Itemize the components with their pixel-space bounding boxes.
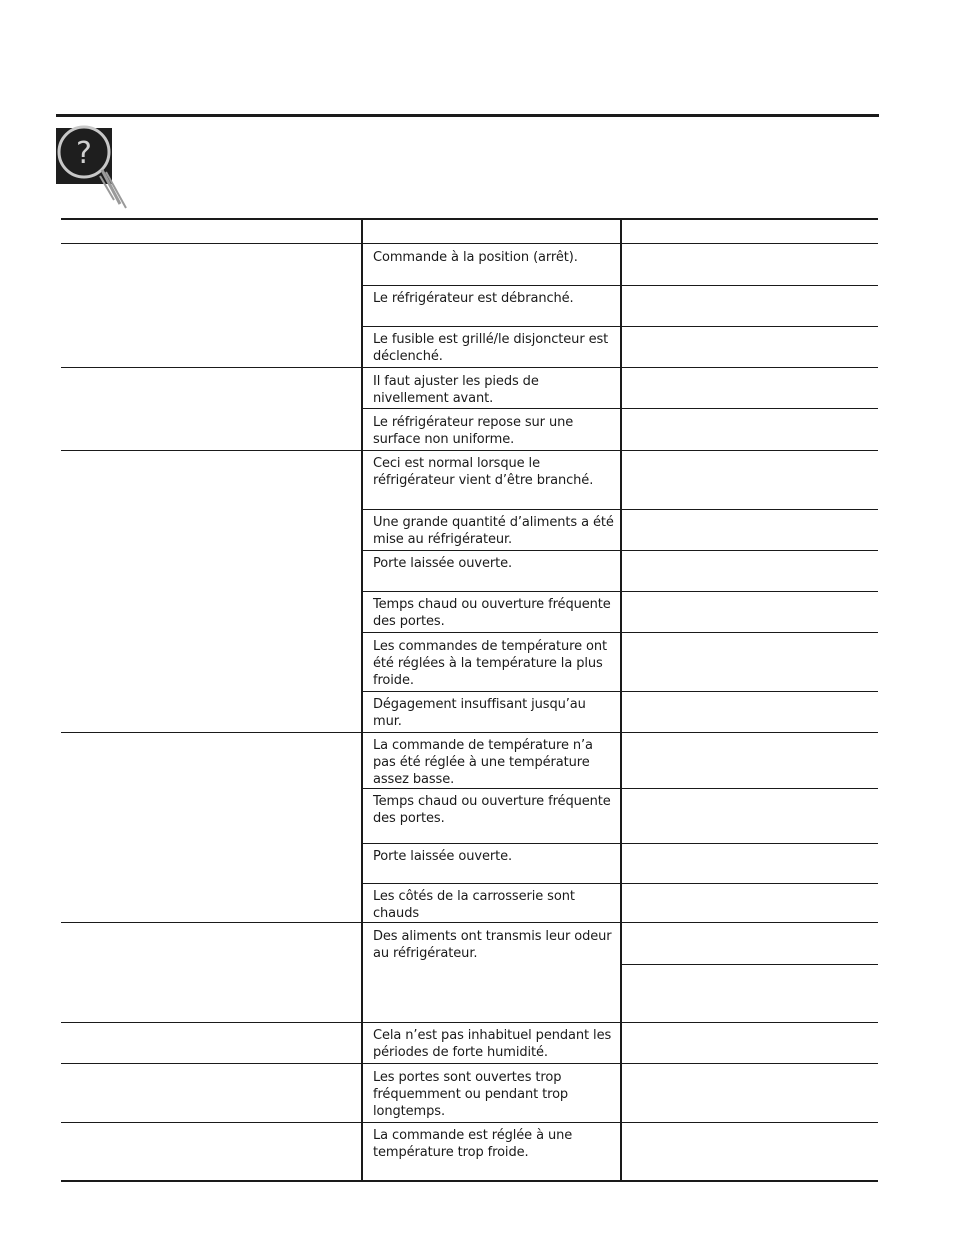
table-cell-cause: Temps chaud ou ouverture fréquente des portes. bbox=[373, 597, 611, 629]
table-cell-cause: Il faut ajuster les pieds de nivellement avant. bbox=[373, 374, 539, 406]
table-cell-cause: Temps chaud ou ouverture fréquente des portes. bbox=[373, 794, 611, 826]
row-separator bbox=[362, 632, 878, 633]
row-separator bbox=[362, 843, 878, 844]
row-separator bbox=[362, 408, 878, 409]
group-separator bbox=[61, 1063, 878, 1064]
column-divider-2 bbox=[620, 219, 622, 1181]
table-cell-cause: Ceci est normal lorsque le réfrigérateur vient d’être branché. bbox=[373, 456, 594, 488]
table-cell-cause: La commande est réglée à une température trop froide. bbox=[373, 1128, 573, 1160]
table-cell-cause: Le réfrigérateur repose sur une surface non uniforme. bbox=[373, 415, 574, 447]
group-separator bbox=[61, 367, 878, 368]
group-separator bbox=[61, 922, 878, 923]
table-cell-cause: La commande de température n’a pas été réglée à une température assez basse. bbox=[373, 738, 593, 787]
group-separator bbox=[61, 450, 878, 451]
table-bottom-rule bbox=[61, 1180, 878, 1182]
group-separator bbox=[61, 732, 878, 733]
table-cell-cause: Le réfrigérateur est débranché. bbox=[373, 291, 574, 306]
table-cell-cause: Porte laissée ouverte. bbox=[373, 849, 513, 864]
table-cell-cause: Dégagement insuffisant jusqu’au mur. bbox=[373, 697, 586, 729]
row-separator bbox=[362, 550, 878, 551]
table-header-top-rule bbox=[61, 218, 878, 220]
table-cell-cause: Des aliments ont transmis leur odeur au réfrigérateur. bbox=[373, 929, 612, 961]
row-separator bbox=[362, 285, 878, 286]
table-cell-cause: Commande à la position (arrêt). bbox=[373, 250, 578, 265]
table-cell-cause: Une grande quantité d’aliments a été mise au réfrigérateur. bbox=[373, 515, 614, 547]
table-cell-cause: Le fusible est grillé/le disjoncteur est déclenché. bbox=[373, 332, 609, 364]
svg-text:?: ? bbox=[76, 136, 92, 171]
table-cell-cause: Les côtés de la carrosserie sont chauds bbox=[373, 889, 575, 921]
row-separator bbox=[362, 591, 878, 592]
row-separator bbox=[362, 326, 878, 327]
table-cell-cause: Les portes sont ouvertes trop fréquemment ou pendant trop longtemps. bbox=[373, 1070, 569, 1119]
row-separator bbox=[362, 691, 878, 692]
table-cell-cause: Les commandes de température ont été réglées à la température la plus froide. bbox=[373, 639, 608, 688]
table-header-bottom-rule bbox=[61, 243, 878, 244]
column-divider-1 bbox=[361, 219, 363, 1181]
group-separator bbox=[61, 1022, 878, 1023]
table-cell-cause: Porte laissée ouverte. bbox=[373, 556, 513, 571]
solution-row-separator bbox=[621, 964, 878, 965]
row-separator bbox=[362, 788, 878, 789]
row-separator bbox=[362, 509, 878, 510]
row-separator bbox=[362, 883, 878, 884]
table-cell-cause: Cela n’est pas inhabituel pendant les périodes de forte humidité. bbox=[373, 1028, 612, 1060]
group-separator bbox=[61, 1122, 878, 1123]
